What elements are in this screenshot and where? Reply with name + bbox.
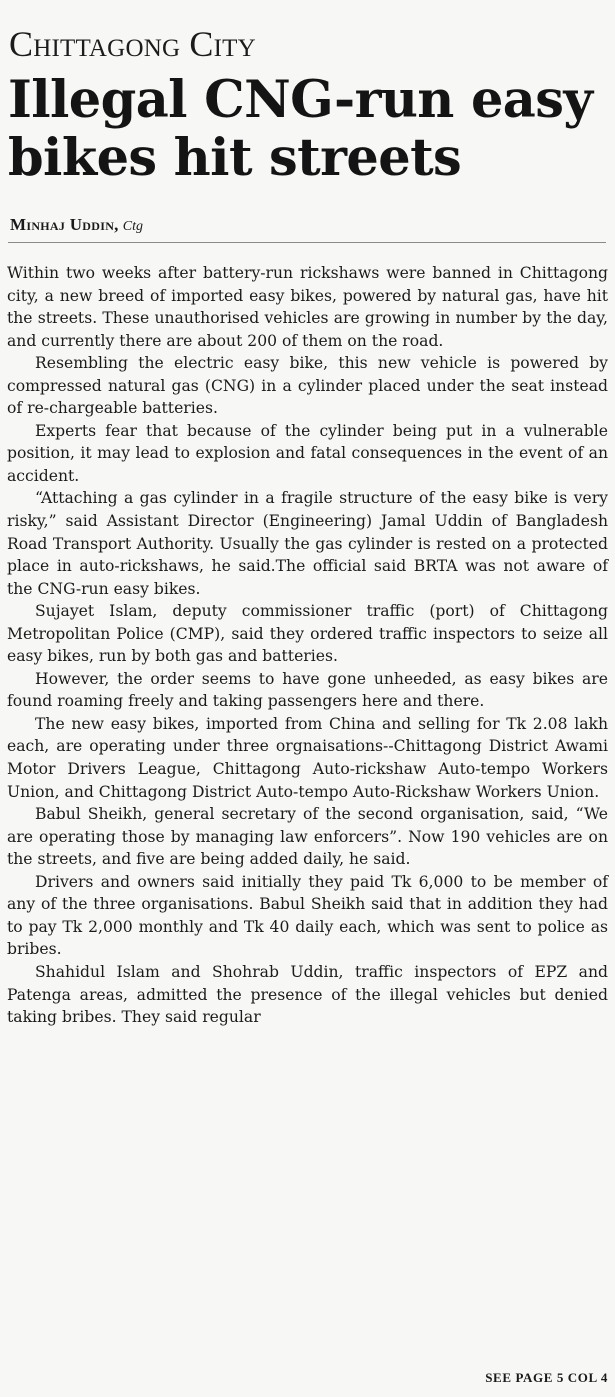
article-paragraph: However, the order seems to have gone unheeded, as easy bikes are found roaming freely and taking passengers here and there.: [7, 669, 608, 711]
article-paragraph: Drivers and owners said initially they paid Tk 6,000 to be member of any of the three organisations. Babul Sheikh said that in addition they had to pay Tk 2,000 monthly and Tk 40 daily each, which was sent to police as bribes.: [7, 872, 608, 959]
article-paragraph: Experts fear that because of the cylinder being put in a vulnerable position, it may lead to explosion and fatal consequences in the event of an accident.: [7, 421, 608, 485]
article-paragraph: The new easy bikes, imported from China and selling for Tk 2.08 lakh each, are operating under three orgnaisations--Chittagong District Awami Motor Drivers League, Chittagong Auto-rickshaw Auto-tempo Workers Union, and Chittagong District Auto-tempo Auto-Rickshaw Workers Union.: [7, 714, 608, 801]
byline-location: Ctg: [122, 219, 143, 234]
article-paragraph: Shahidul Islam and Shohrab Uddin, traffic inspectors of EPZ and Patenga areas, admitted the presence of the illegal vehicles but denied taking bribes. They said regular: [7, 962, 608, 1027]
byline-author: Minhaj Uddin,: [10, 215, 119, 234]
section-kicker: Chittagong City: [9, 24, 256, 64]
article-paragraph: Babul Sheikh, general secretary of the second organisation, said, “We are operating those by managing law enforcers”. Now 190 vehicles are on the streets, and five are being added daily, he said.: [7, 805, 608, 869]
article-paragraph: Resembling the electric easy bike, this new vehicle is powered by compressed natural gas (CNG) in a cylinder placed under the seat instead of re-chargeable batteries.: [7, 354, 608, 418]
article-paragraph: “Attaching a gas cylinder in a fragile structure of the easy bike is very risky,” said Assistant Director (Engineering) Jamal Uddin of Bangladesh Road Transport Authority. Usually the gas cylinder is rested on a protected place in auto-rickshaws, he said.The official said BRTA was not aware of the CNG-run easy bikes.: [7, 489, 608, 598]
byline-divider: [8, 242, 606, 243]
article-paragraph: Sujayet Islam, deputy commissioner traffic (port) of Chittagong Metropolitan Police (CMP), said they ordered traffic inspectors to seize all easy bikes, run by both gas and batteries.: [7, 602, 608, 666]
headline: Illegal CNG-run easy bikes hit streets: [8, 70, 593, 188]
byline: [10, 214, 143, 238]
article-body: [7, 262, 608, 1029]
article-paragraph: Within two weeks after battery-run rickshaws were banned in Chittagong city, a new breed of imported easy bikes, powered by natural gas, have hit the streets. These unauthorised vehicles are growing in number by the day, and currently there are about 200 of them on the road.: [7, 264, 608, 350]
continuation-note: SEE PAGE 5 COL 4: [485, 1370, 608, 1385]
